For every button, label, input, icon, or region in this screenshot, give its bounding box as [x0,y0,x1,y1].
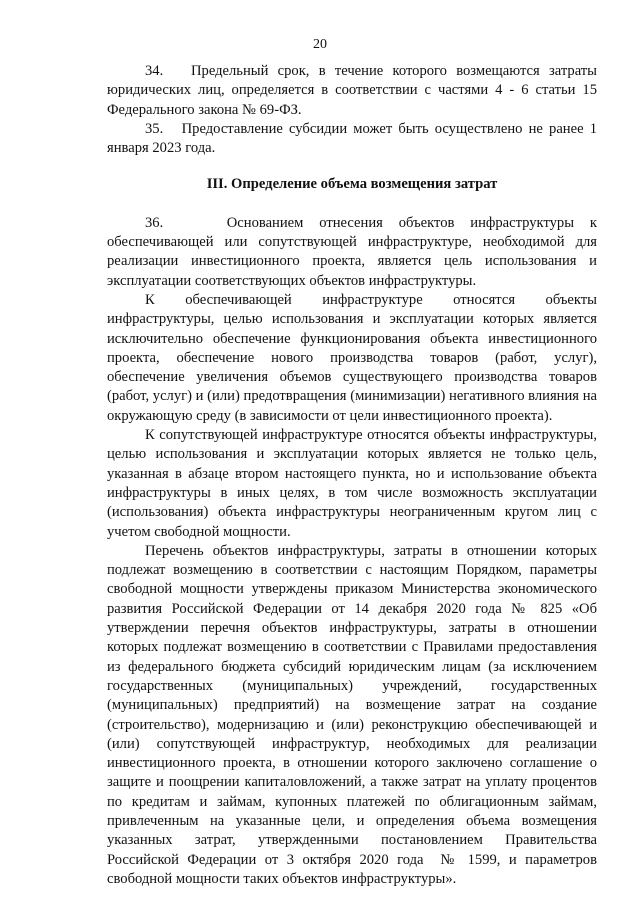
paragraph-36: 36. Основанием отнесения объектов инфраструктуры к обеспечивающей или сопутствующей инфраструктуре, необходимой для реализации инвестиционного проекта, является цель использования и эксплуатации соответствующих объектов инфраструктуры. [107,214,597,289]
paragraph-36-accompanying-infrastructure: К сопутствующей инфраструктуре относятся объекты инфраструктуры, целью использования и эксплуатации которых является не только цель, указанная в абзаце втором настоящего пункта, но и использование объекта инфраструктуры в иных целях, в том числе возможность эксплуатации (использования) объекта инфраструктуры неограниченным кругом лиц с учетом свободной мощности. [107,427,597,540]
paragraph-35: 35. Предоставление субсидии может быть осуществлено не ранее 1 января 2023 года. [107,120,597,157]
page-number: 20 [313,37,327,52]
section-heading: III. Определение объема возмещения затрат [206,176,498,193]
document-body [107,62,597,889]
paragraph-36-infrastructure-list: Перечень объектов инфраструктуры, затраты в отношении которых подлежат возмещению в соответствии с настоящим Порядком, параметры свободной мощности утверждены приказом Министерства экономического развития Российской Федерации от 14 декабря 2020 года № 825 «Об утверждении перечня объектов инфраструктуры, затраты в отношении которых подлежат возмещению в соответствии с Правилами предоставления из федерального бюджета субсидий юридическим лицам (за исключением государственных (муниципальных) учреждений, государственных (муниципальных) предприятий) на возмещение затрат на создание (строительство), модернизацию и (или) реконструкцию обеспечивающей и (или) сопутствующей инфраструктур, необходимых для реализации инвестиционного проекта, в отношении которого заключено соглашение о защите и поощрении капиталовложений, а также затрат на уплату процентов по кредитам и займам, купонных платежей по облигационным займам, привлеченным на указанные цели, и определения объема возмещения указанных затрат, утвержденными постановлением Правительства Российской Федерации от 3 октября 2020 года № 1599, и параметров свободной мощности таких объектов инфраструктуры». [107,542,597,887]
paragraph-34: 34. Предельный срок, в течение которого возмещаются затраты юридических лиц, определяется в соответствии с частями 4 - 6 статьи 15 Федерального закона № 69-ФЗ. [107,63,597,118]
paragraph-36-supporting-infrastructure: К обеспечивающей инфраструктуре относятся объекты инфраструктуры, целью использования и эксплуатации которых является исключительно обеспечение функционирования объекта инвестиционного проекта, обеспечение нового производства товаров (работ, услуг), обеспечение увеличения объемов существующего производства товаров (работ, услуг) и (или) предотвращения (минимизации) негативного влияния на окружающую среду (в зависимости от цели инвестиционного проекта). [107,291,597,424]
